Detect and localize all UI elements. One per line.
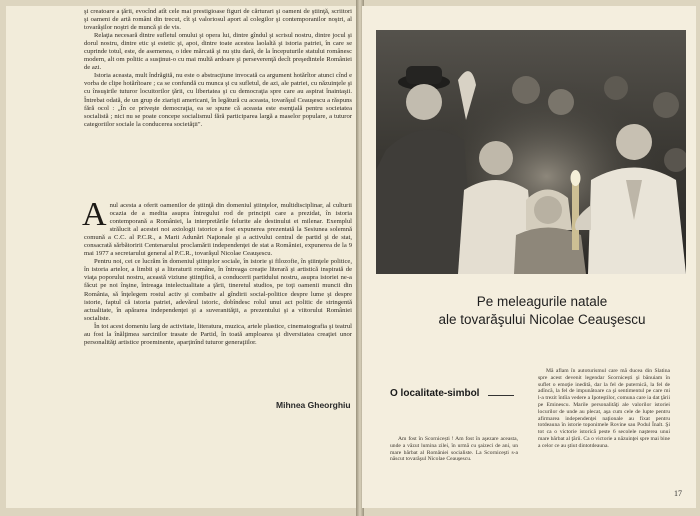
crowd-photo bbox=[376, 30, 686, 274]
article-title-line-2: ale tovarăşului Nicolae Ceauşescu bbox=[438, 312, 646, 327]
crowd-photo-image bbox=[376, 30, 686, 274]
column-2-text: Mă aflam în autoturismul care mă ducea din Slatina spre acest devenit legendar Scornicești şi bănuiam în suflet o emoţie inedită, dar la fel de puternică, la fel de adîncă, la fel de impunătoare ca şi sentimentul pe care mi l-a trezit întîia vedere a Ipoteştilor, comuna care ia dat ţării pe Eminescu. Marile personalităţi ale valorilor istoriei locurilor de unde au plecat, aşa cum cele de lupte pentru afirmarea independenţei naţionale au fixat pentru totdeauna în istorie toponimele Rovine sau Podul Înalt. Şi tot ca o victorie istorică peste 6 secolele naşterea unui mare bărbat al ţării. Ca o victorie a năzuinţei spre mai bine a celor ce au ştiut dintotdeauna. bbox=[538, 368, 670, 449]
column-1 bbox=[390, 436, 518, 463]
paragraph-3: Istoria aceasta, mult îndrăgită, nu este o abstracţiune invocată ca argument hotărîtor atunci cînd e vorba de clipe hotărîtoare ; ca se confundă cu munca şi cu sufletul, de azi, ale patriei, cu năzuinţele şi cu însuşirile tuturor locuitorilor ţării, cu libertatea şi cu democraţia spre care au aspirat înaintaşii. Întrebat odată, de un grup de ziarişti americani, în legătură cu aceasta, tovarăşul Ceauşescu a răspuns fără ocol : „În ce priveşte democraţia, ea se spune că aceasta este esenţială pentru societatea socialistă ; nici nu se poate concepe socialismul fără participarea largă a maselor populare, a tuturor categoriilor sociale la conducerea societăţii". bbox=[84, 72, 352, 128]
right-page bbox=[362, 6, 696, 508]
page-number: 17 bbox=[674, 489, 682, 498]
paragraph-4: nul acesta a oferit oamenilor de ştiinţă din domeniul ştiinţelor, multidisciplinar, al culturii ocazia de a medita asupra întregului rod de principii care a prezidat, în istoria contemporană a României, la interpretările felurite ale destinului ei milenar. Exemplul strălucit al acestei noi axiologii istorice a fost expunerea prezentată la Sesiunea solemnă comună a C.C. al P.C.R., a Marii Adunări Naţionale şi a activului central de partid şi de stat, consacrată sărbătoririi Centenarului proclamării independenţei de stat a României, expunerea de la 9 mai 1977 a secretarului general al P.C.R., tovarăşul Nicolae Ceauşescu. bbox=[84, 202, 352, 258]
paragraph-5: Pentru noi, cei ce lucrăm în domeniul ştiinţelor sociale, în istorie şi filozofie, în ştiinţele politice, în istoria artelor, a limbii şi a literaturii române, în întreaga creaţie literară şi artistică inspirată de viaţa poporului nostru, această viziune ştiinţifică, a conducerii partidului nostru, asupra istoriei ne-a făcut pe noi înşine, întreaga intelectualitate a ţării, tineretul studios, pe toţi oamenii muncii din România, să înţelegem rostul activ şi combativ al gîndirii social-politice despre lume şi despre istorie, faptul că istoria patriei, adevărul istoric, dobîndesc rolul unui act politic de stringentă actualitate, în apărarea independenţei şi a suveranităţii, a prezentului şi a viitorului României socialiste. bbox=[84, 258, 352, 322]
paragraph-4-wrap bbox=[82, 196, 352, 258]
author-signature: Mihnea Gheorghiu bbox=[276, 400, 351, 410]
column-1-text: Am fost în Scornicești ! Am fost în aşezare aceasta, unde a văzut lumina zilei, în urmă cu şaizeci de ani, un mare bărbat al României socialiste. La Scorniceşti s-a născut tovarăşul Nicolae Ceauşescu. bbox=[390, 436, 518, 463]
paragraph-1: şi creatoare a ţării, evocînd atît cele mai prestigioase figuri de cărturari şi oameni de ştiinţă, scriitori şi oameni de artă români din trecut, cît şi valoriosul aport al colegilor şi contemporanilor noştri, al tovarăşilor noştri de muncă şi de vis. bbox=[84, 8, 352, 32]
article-title-line-1: Pe meleagurile natale bbox=[476, 294, 608, 309]
section-subhead: O localitate-simbol bbox=[390, 388, 480, 399]
drop-cap: A bbox=[82, 196, 107, 233]
main-text-block bbox=[82, 196, 352, 347]
subhead-rule bbox=[488, 395, 514, 396]
paragraph-6: În tot acest domeniu larg de activitate, literatura, muzica, artele plastice, cinematografia şi teatrul au fost la înălţimea sarcinilor trasate de Partid, în toată amploarea şi diversitatea creaţiei unor personalităţi artistice proeminente, aparţinînd tuturor generaţiilor. bbox=[84, 322, 352, 346]
left-page bbox=[6, 6, 358, 508]
column-2 bbox=[538, 368, 670, 450]
intro-text-block bbox=[84, 8, 352, 129]
paragraph-2: Relaţia necesară dintre sufletul omului şi opera lui, dintre gîndul şi scrisul nostru, dintre jocul şi dorul nostru, dintre etic şi estetic şi, apoi, dintre toate acestea laolaltă şi istoria patriei, în care se cuprinde totul, este, de asemenea, o idee mărcată şi nu știu dară, de la începuturile statului românesc modern, alt om politic a susţinut-o cu mai multă ardoare şi perseverenţă decît preşedintele României de azi. bbox=[84, 32, 352, 72]
